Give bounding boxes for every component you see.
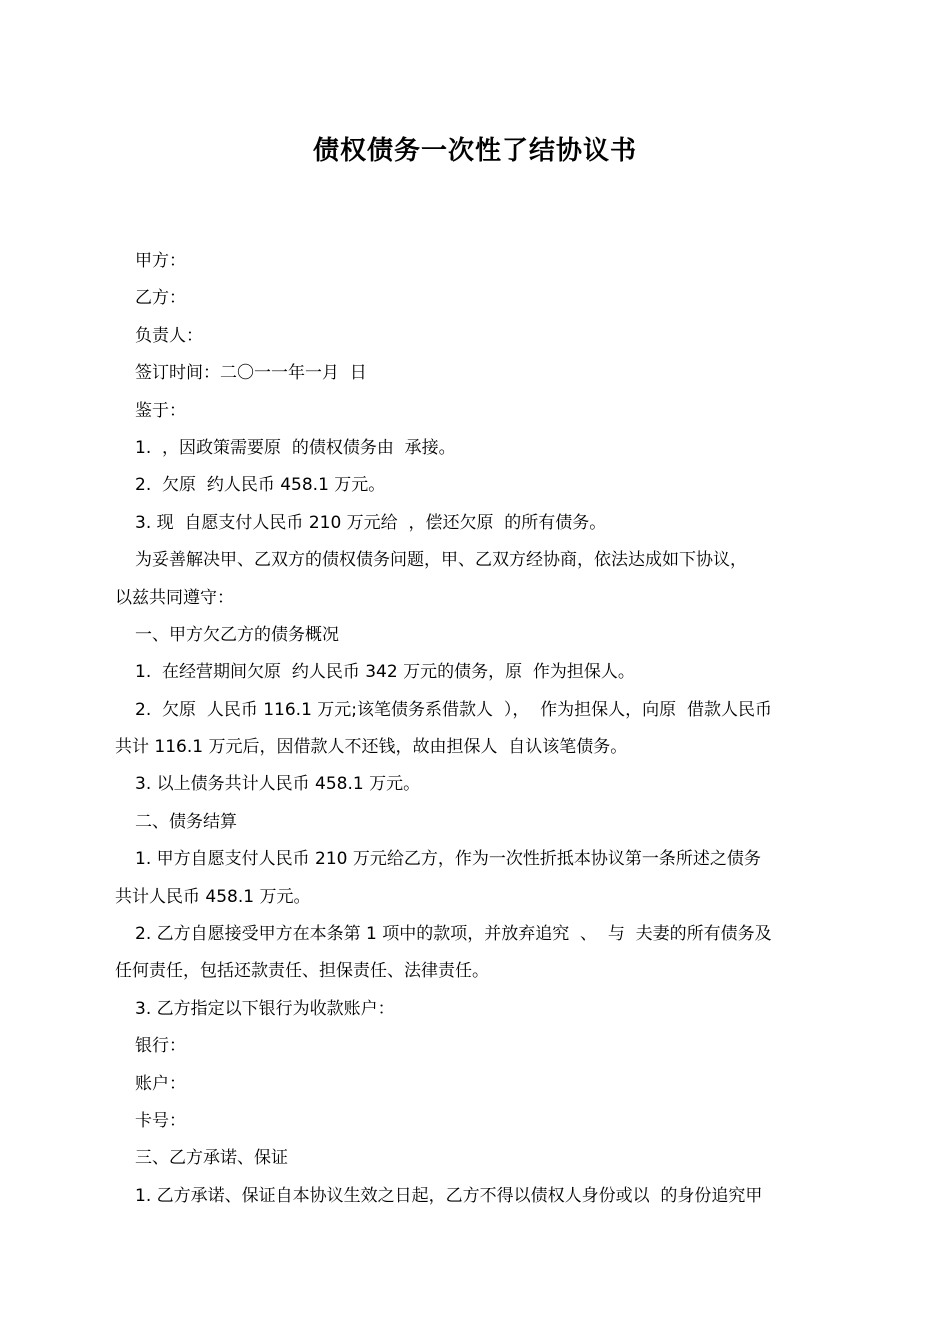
- account-line: 账户：: [135, 1073, 186, 1094]
- bank-line: 银行：: [135, 1036, 186, 1057]
- section-2-item-3: 3. 乙方指定以下银行为收款账户：: [135, 998, 395, 1019]
- section-2-item-1-line-1: 1. 甲方自愿支付人民币 210 万元给乙方，作为一次性折抵本协议第一条所述之债务: [135, 849, 761, 870]
- section-1-item-2-line-2: 共计 116.1 万元后，因借款人不还钱，故由担保人 自认该笔债务。: [115, 737, 628, 758]
- section-2-heading: 二、债务结算: [135, 811, 237, 832]
- preamble-paragraph-line-2: 以兹共同遵守：: [115, 587, 234, 608]
- party-a-line: 甲方：: [135, 251, 186, 271]
- card-number-line: 卡号：: [135, 1110, 186, 1131]
- section-3-heading: 三、乙方承诺、保证: [135, 1148, 288, 1169]
- section-2-item-2-line-1: 2. 乙方自愿接受甲方在本条第 1 项中的款项，并放弃追究 、 与 夫妻的所有债务及: [135, 924, 772, 945]
- document-title: 债权债务一次性了结协议书: [312, 136, 637, 166]
- party-b-line: 乙方：: [135, 288, 186, 309]
- section-2-item-2-line-2: 任何责任，包括还款责任、担保责任、法律责任。: [115, 961, 489, 982]
- document-body: [115, 243, 840, 1215]
- whereas-item-1: 1. ，因政策需要原 的债权债务由 承接。: [135, 437, 456, 458]
- responsible-person-line: 负责人：: [135, 325, 203, 346]
- section-3-item-1-line-1: 1. 乙方承诺、保证自本协议生效之日起，乙方不得以债权人身份或以 的身份追究甲: [135, 1185, 763, 1206]
- section-1-item-1: 1. 在经营期间欠原 约人民币 342 万元的债务，原 作为担保人。: [135, 662, 635, 683]
- whereas-item-3: 3. 现 自愿支付人民币 210 万元给 ，偿还欠原 的所有债务。: [135, 512, 607, 533]
- whereas-item-2: 2. 欠原 约人民币 458.1 万元。: [135, 475, 386, 496]
- signing-date-line: 签订时间：二〇一一年一月 日: [135, 363, 367, 384]
- section-2-item-1-line-2: 共计人民币 458.1 万元。: [115, 886, 311, 907]
- section-1-item-3: 3. 以上债务共计人民币 458.1 万元。: [135, 774, 421, 795]
- section-1-heading: 一、甲方欠乙方的债务概况: [135, 624, 339, 645]
- preamble-paragraph-line-1: 为妥善解决甲、乙双方的债权债务问题，甲、乙双方经协商，依法达成如下协议，: [135, 550, 747, 571]
- whereas-heading: 鉴于：: [135, 400, 186, 421]
- section-1-item-2-line-1: 2. 欠原 人民币 116.1 万元;该笔债务系借款人 ）， 作为担保人，向原 借款人民币: [135, 699, 772, 720]
